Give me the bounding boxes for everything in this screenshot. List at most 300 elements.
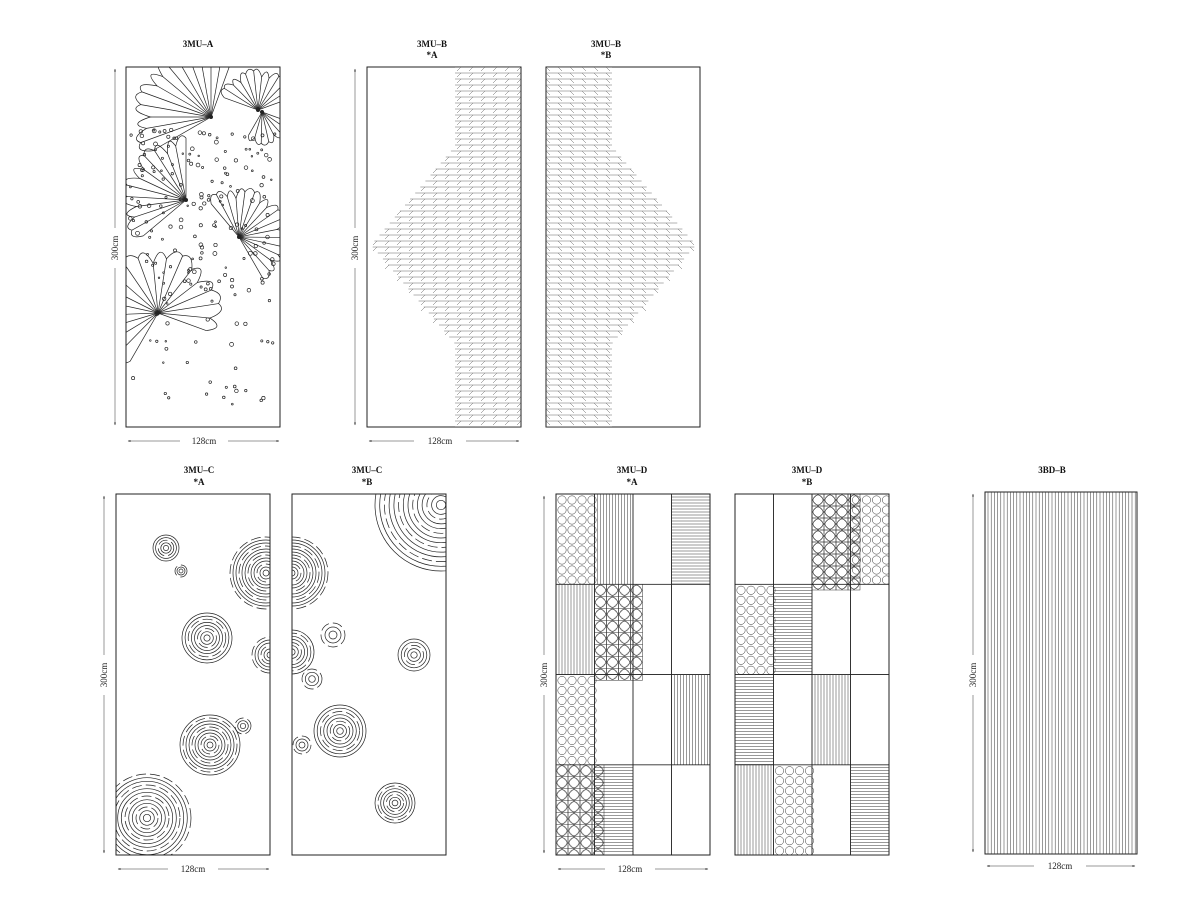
dot	[182, 153, 184, 155]
tile-cell	[812, 530, 824, 542]
fret-step	[618, 295, 622, 299]
tile-cell	[631, 596, 643, 608]
fret-step	[505, 91, 509, 95]
dot	[194, 235, 197, 238]
fret-step	[469, 289, 473, 293]
fret-step	[618, 199, 622, 203]
fret-step	[618, 253, 622, 257]
tile-cell	[556, 777, 568, 789]
tile-circle	[775, 827, 783, 835]
tile-circle	[578, 516, 586, 524]
ring	[403, 467, 478, 542]
dot	[215, 221, 217, 223]
fret-step	[606, 103, 610, 107]
fret-step	[457, 271, 461, 275]
fret-step	[618, 205, 622, 209]
tile-diamond	[824, 530, 836, 542]
dot	[214, 243, 217, 246]
tile-circle	[578, 556, 586, 564]
fret-step	[457, 307, 461, 311]
tile-petal	[581, 778, 591, 788]
fret-step	[505, 283, 509, 287]
fret-step	[570, 295, 574, 299]
fret-step	[517, 103, 521, 107]
tile-cell	[836, 518, 848, 530]
fret-step	[505, 67, 509, 71]
fret-step	[594, 235, 598, 239]
fret-step	[433, 211, 437, 215]
fret-step	[517, 319, 521, 323]
fret-step	[493, 421, 497, 425]
fret-step	[558, 247, 562, 251]
tile-diamond	[619, 644, 631, 656]
fret-step	[385, 241, 389, 245]
tile-circle	[578, 706, 586, 714]
tile	[735, 494, 774, 584]
fret-step	[517, 217, 521, 221]
fret-step	[433, 319, 437, 323]
shell-rib	[144, 156, 186, 200]
fret-step	[630, 169, 634, 173]
fret-step	[570, 79, 574, 83]
fret-step	[481, 409, 485, 413]
fret-step	[582, 133, 586, 137]
fret-step	[654, 211, 658, 215]
tile-circle	[568, 566, 576, 574]
fret-step	[481, 241, 485, 245]
tile-circle	[558, 516, 566, 524]
fret-step	[469, 223, 473, 227]
dot	[187, 205, 189, 207]
fret-step	[642, 265, 646, 269]
fret-step	[469, 145, 473, 149]
dot	[179, 225, 183, 229]
width-label-3mu-c: 128cm	[180, 864, 206, 874]
tile-diamond	[824, 518, 836, 530]
fret-step	[642, 289, 646, 293]
fret-step	[433, 301, 437, 305]
fret-step	[546, 319, 550, 323]
fret-step	[594, 175, 598, 179]
panel-3mu-c-a	[116, 494, 270, 855]
tile-diamond	[595, 644, 607, 656]
fret-step	[481, 343, 485, 347]
fret-step	[433, 283, 437, 287]
shell-rib	[158, 269, 192, 313]
dot	[268, 158, 272, 162]
fret-step	[493, 235, 497, 239]
fret-step	[481, 139, 485, 143]
fret-step	[558, 67, 562, 71]
tile-circle	[757, 586, 765, 594]
ring	[207, 742, 213, 748]
tile-petal	[557, 766, 567, 776]
tile-diamond	[812, 554, 824, 566]
fret-step	[505, 223, 509, 227]
fret-step	[505, 199, 509, 203]
fret-step	[582, 271, 586, 275]
fret-step	[594, 91, 598, 95]
fret-step	[385, 265, 389, 269]
tile-circle	[558, 496, 566, 504]
fret-step	[558, 109, 562, 113]
fret-step	[433, 235, 437, 239]
fret-step	[493, 301, 497, 305]
fret-step	[558, 391, 562, 395]
fret-step	[481, 331, 485, 335]
dot	[132, 220, 134, 222]
fret-step	[642, 253, 646, 257]
tile-diamond	[631, 608, 643, 620]
fret-step	[481, 385, 485, 389]
ring	[204, 635, 210, 641]
shell-rib	[224, 88, 258, 110]
fret-step	[606, 421, 610, 425]
shell-fan-pattern	[94, 39, 294, 405]
tile-cell	[836, 542, 848, 554]
shell-rib	[239, 237, 278, 255]
tile-diamond	[607, 596, 619, 608]
fret-step	[606, 331, 610, 335]
fret-step	[457, 187, 461, 191]
fret-step	[618, 247, 622, 251]
fret-step	[433, 307, 437, 311]
fret-step	[385, 259, 389, 263]
fret-step	[493, 355, 497, 359]
shell-rib	[255, 112, 262, 138]
fret-step	[469, 397, 473, 401]
fret-step	[642, 301, 646, 305]
fret-step	[469, 283, 473, 287]
fret-step	[493, 313, 497, 317]
dot	[208, 133, 211, 136]
fret-step	[594, 319, 598, 323]
fret-step	[546, 421, 550, 425]
fret-step	[517, 133, 521, 137]
dot	[150, 340, 152, 342]
tile-circle	[775, 767, 783, 775]
tile-circle	[757, 616, 765, 624]
fret-step	[469, 307, 473, 311]
tile-circle	[785, 767, 793, 775]
fret-step	[606, 325, 610, 329]
fret-step	[546, 289, 550, 293]
fret-step	[582, 247, 586, 251]
tile-circle	[872, 506, 880, 514]
tile-petal	[620, 657, 630, 667]
shell-rib	[233, 85, 258, 110]
fret-step	[546, 265, 550, 269]
fret-step	[606, 121, 610, 125]
fret-step	[505, 241, 509, 245]
tile-petal	[596, 633, 606, 643]
fret-step	[546, 205, 550, 209]
fret-step	[445, 307, 449, 311]
fret-step	[558, 139, 562, 143]
tile-diamond	[607, 656, 619, 668]
title-3mu-d-b: 3MU–D	[791, 465, 823, 475]
tile-circle	[862, 526, 870, 534]
tile-circle	[757, 596, 765, 604]
fret-step	[505, 337, 509, 341]
fret-step	[505, 139, 509, 143]
ring	[156, 538, 177, 559]
fret-step	[457, 259, 461, 263]
fret-step	[594, 109, 598, 113]
dot	[186, 361, 188, 363]
fret-step	[630, 319, 634, 323]
dot	[225, 172, 227, 174]
fret-step	[570, 319, 574, 323]
fret-step	[421, 271, 425, 275]
tile-diamond	[619, 596, 631, 608]
dot	[271, 179, 273, 181]
tile-cell	[595, 620, 607, 632]
width-label-3bd-b: 128cm	[1047, 861, 1073, 871]
dot	[155, 149, 157, 151]
dot	[141, 175, 143, 177]
title-3mu-b-b: 3MU–B	[591, 39, 621, 49]
fret-step	[582, 403, 586, 407]
tile-cell	[824, 518, 836, 530]
fret-step	[493, 373, 497, 377]
fret-step	[606, 139, 610, 143]
tile-cell	[824, 494, 836, 506]
fret-step	[469, 421, 473, 425]
fret-step	[546, 259, 550, 263]
dot	[154, 142, 158, 146]
fret-step	[493, 289, 497, 293]
fret-step	[570, 385, 574, 389]
ring	[140, 811, 155, 826]
fret-step	[481, 295, 485, 299]
fret-step	[433, 223, 437, 227]
tile-circle	[795, 817, 803, 825]
fret-step	[606, 253, 610, 257]
fret-step	[642, 199, 646, 203]
fret-step	[546, 343, 550, 347]
tile-petal	[569, 778, 579, 788]
fret-step	[642, 283, 646, 287]
fret-step	[558, 85, 562, 89]
fret-step	[505, 217, 509, 221]
fret-step	[582, 217, 586, 221]
fret-step	[481, 103, 485, 107]
fret-step	[481, 91, 485, 95]
fret-step	[606, 235, 610, 239]
tile-cell	[568, 765, 580, 777]
fret-step	[505, 385, 509, 389]
dot	[202, 132, 205, 135]
fret-step	[570, 349, 574, 353]
fret-step	[678, 259, 682, 263]
tile-diamond	[580, 813, 592, 825]
shell-rib	[158, 304, 219, 313]
fret-step	[582, 229, 586, 233]
fret-step	[397, 265, 401, 269]
fret-step	[582, 205, 586, 209]
tile-circle	[767, 626, 775, 634]
fret-step	[505, 253, 509, 257]
fret-step	[594, 259, 598, 263]
tile-cell	[812, 554, 824, 566]
fret-step	[570, 163, 574, 167]
dot	[142, 142, 145, 145]
fret-step	[457, 277, 461, 281]
fret-step	[594, 361, 598, 365]
fret-step	[606, 67, 610, 71]
fret-step	[469, 301, 473, 305]
fret-step	[558, 193, 562, 197]
ring	[314, 705, 366, 757]
fret-step	[517, 295, 521, 299]
dot	[234, 294, 236, 296]
dot	[244, 166, 248, 170]
fret-step	[594, 223, 598, 227]
fret-step	[445, 313, 449, 317]
tile-petal	[596, 585, 606, 595]
fret-step	[582, 385, 586, 389]
tile-circle	[852, 506, 860, 514]
tile-circle	[568, 536, 576, 544]
shell-outline	[211, 188, 289, 278]
fret-step	[493, 265, 497, 269]
fret-step	[493, 193, 497, 197]
fret-step	[618, 259, 622, 263]
dot	[266, 213, 269, 216]
fret-step	[630, 229, 634, 233]
tile-cell	[812, 542, 824, 554]
tile-petal	[569, 790, 579, 800]
fret-step	[469, 187, 473, 191]
fret-step	[517, 91, 521, 95]
tile-circle	[747, 666, 755, 674]
dot	[163, 362, 165, 364]
fret-step	[606, 217, 610, 221]
fret-step	[594, 355, 598, 359]
tile-circle	[588, 746, 596, 754]
fret-step	[594, 103, 598, 107]
ring	[240, 723, 245, 728]
fret-step	[517, 73, 521, 77]
fret-step	[505, 175, 509, 179]
tile-circle	[578, 696, 586, 704]
fret-step	[493, 409, 497, 413]
fret-step	[505, 343, 509, 347]
ring	[177, 567, 185, 575]
tile-diamond	[568, 777, 580, 789]
tile-circle	[805, 767, 813, 775]
fret-step	[558, 253, 562, 257]
tile-cell	[595, 608, 607, 620]
fret-step	[505, 85, 509, 89]
tile-circle	[558, 526, 566, 534]
fret-step	[546, 145, 550, 149]
dot	[244, 136, 246, 138]
fret-step	[582, 223, 586, 227]
tile-diamond	[619, 656, 631, 668]
fret-step	[606, 175, 610, 179]
shell-rib	[143, 200, 186, 236]
dot	[169, 225, 172, 228]
tile-diamond	[824, 494, 836, 506]
fret-step	[582, 145, 586, 149]
fret-step	[570, 325, 574, 329]
fret-step	[570, 229, 574, 233]
fret-step	[558, 145, 562, 149]
shell-center	[184, 198, 188, 202]
fret-step	[469, 103, 473, 107]
fret-step	[606, 127, 610, 131]
fret-step	[481, 121, 485, 125]
fret-step	[618, 211, 622, 215]
fret-step	[457, 151, 461, 155]
fret-step	[570, 157, 574, 161]
fret-step	[445, 181, 449, 185]
fret-step	[546, 193, 550, 197]
tile-cell	[595, 584, 607, 596]
fret-step	[457, 343, 461, 347]
fret-step	[654, 271, 658, 275]
tile-circle	[568, 576, 576, 584]
fret-step	[517, 169, 521, 173]
fret-step	[457, 139, 461, 143]
fret-step	[445, 253, 449, 257]
fret-step	[570, 235, 574, 239]
fret-step	[517, 253, 521, 257]
fret-step	[606, 259, 610, 263]
dot	[209, 381, 212, 384]
fret-step	[433, 175, 437, 179]
fret-step	[457, 199, 461, 203]
height-label-3mu-d: 300cm	[539, 662, 549, 688]
fret-step	[558, 235, 562, 239]
tile-petal	[825, 567, 835, 577]
tile-circle	[785, 817, 793, 825]
fret-step	[445, 265, 449, 269]
fret-step	[642, 187, 646, 191]
fret-step	[421, 253, 425, 257]
tile-cell	[568, 789, 580, 801]
fret-step	[505, 409, 509, 413]
shell-rib	[211, 51, 223, 117]
ring	[436, 500, 445, 509]
fret-step	[457, 409, 461, 413]
fret-step	[570, 73, 574, 77]
fret-step	[546, 361, 550, 365]
fret-step	[594, 205, 598, 209]
dot	[163, 130, 166, 133]
fret-step	[505, 349, 509, 353]
fret-step	[505, 169, 509, 173]
tile-petal	[837, 531, 847, 541]
tile-circle	[588, 576, 596, 584]
tile-petal	[825, 519, 835, 529]
fret-step	[481, 187, 485, 191]
fret-step	[469, 349, 473, 353]
fret-step	[570, 379, 574, 383]
fret-step	[457, 223, 461, 227]
fret-step	[558, 289, 562, 293]
tile-diamond	[580, 801, 592, 813]
fret-step	[421, 295, 425, 299]
fret-step	[642, 271, 646, 275]
fret-step	[481, 211, 485, 215]
ring	[230, 537, 302, 609]
fret-step	[457, 115, 461, 119]
fret-step	[558, 325, 562, 329]
tile-cell	[836, 554, 848, 566]
